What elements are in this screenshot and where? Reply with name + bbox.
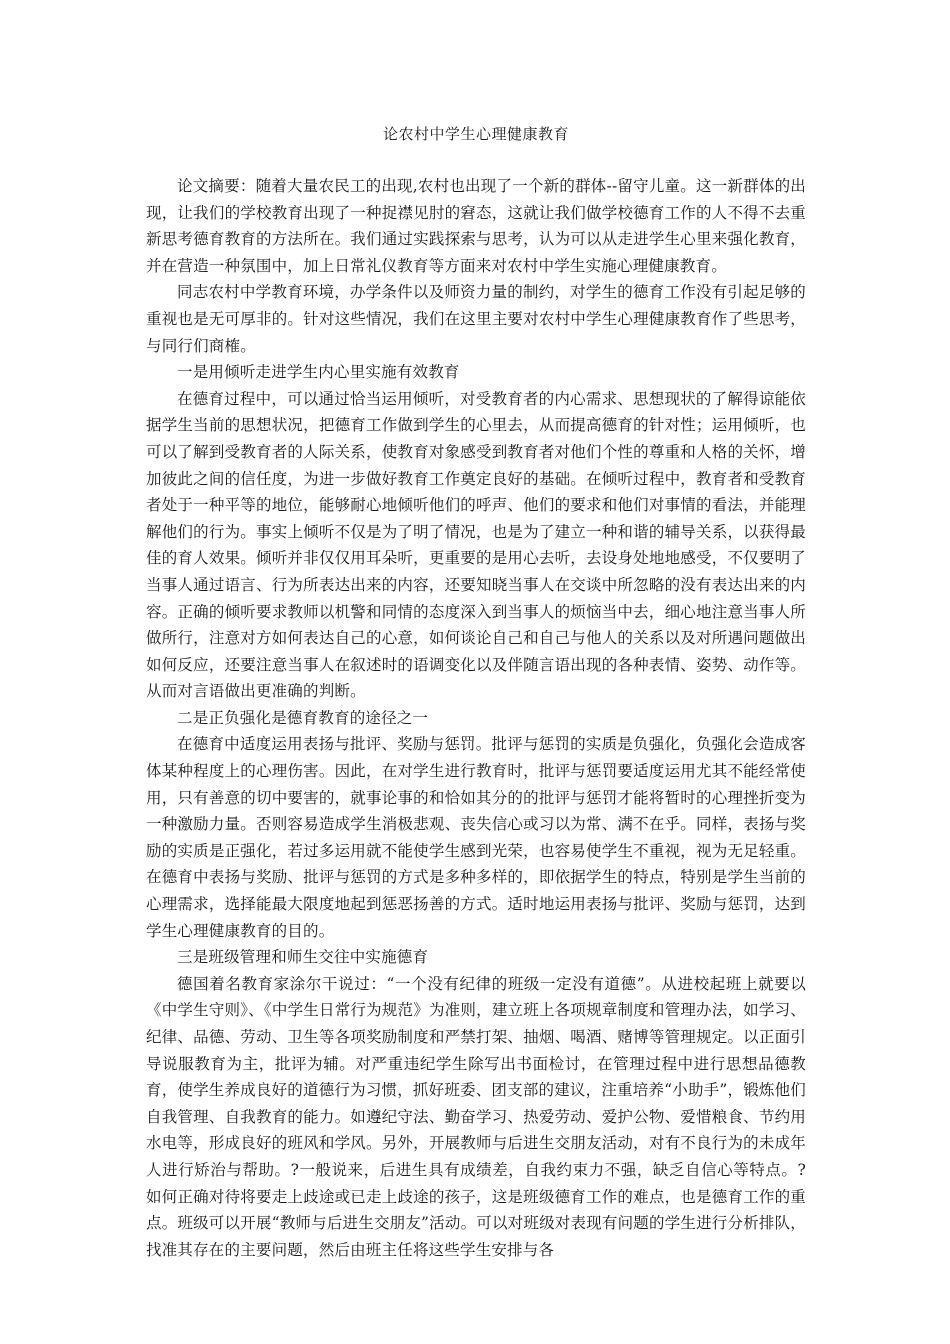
document-title: 论农村中学生心理健康教育 (382, 125, 569, 143)
section-2-heading: 二是正负强化是德育教育的途径之一 (177, 708, 429, 727)
section-1-heading: 一是用倾听走进学生内心里实施有效教育 (177, 363, 460, 382)
section-2-body: 在德育中适度运用表扬与批评、奖励与惩罚。批评与惩罚的实质是负强化，负强化会造成客体某种程度上的心理伤害。因此，在对学生进行教育时，批评与惩罚要适度运用尤其不能经常使用，只有善意的切中要害的，就事论事的和恰如其分的的批评与惩罚才能将暂时的心理挫折变为一种激励力量。否则容易造成学生消极悲观、丧失信心或习以为常、满不在乎。同样，表扬与奖励的实质是正强化，若过多运用就不能使学生感到光荣，也容易使学生不重视，视为无足轻重。在德育中表扬与奖励、批评与惩罚的方式是多种多样的，即依据学生的特点，特别是学生当前的心理需求，选择能最大限度地起到惩恶扬善的方式。适时地运用表扬与批评、奖励与惩罚，达到学生心理健康教育的目的。 (146, 735, 806, 940)
document-page (146, 123, 806, 1263)
section-1-body: 在德育过程中，可以通过恰当运用倾听，对受教育者的内心需求、思想现状的了解得谅能依据学生当前的思想状况，把德育工作做到学生的心里去，从而提高德育的针对性；运用倾听，也可以了解到受教育者的人际关系，使教育对象感受到教育者对他们个性的尊重和人格的关怀，增加彼此之间的信任度，为进一步做好教育工作奠定良好的基础。在倾听过程中，教育者和受教育者处于一种平等的地位，能够耐心地倾听他们的呼声、他们的要求和他们对事情的看法，并能理解他们的行为。事实上倾听不仅是为了明了情况，也是为了建立一种和谐的辅导关系，以获得最佳的育人效果。倾听并非仅仅用耳朵听，更重要的是用心去听，去设身处地地感受，不仅要明了当事人通过语言、行为所表达出来的内容，还要知晓当事人在交谈中所忽略的没有表达出来的内容。正确的倾听要求教师以机警和同情的态度深入到当事人的烦恼当中去，细心地注意当事人所做所行，注意对方如何表达自己的心意，如何谈论自己和自己与他人的关系以及对所遇问题做出如何反应，还要注意当事人在叙述时的语调变化以及伴随言语出现的各种表情、姿势、动作等。从而对言语做出更准确的判断。 (146, 389, 806, 701)
section-3-heading: 三是班级管理和师生交往中实施德育 (177, 948, 429, 967)
section-3-body: 德国着名教育家涂尔干说过：“一个没有纪律的班级一定没有道德”。从进校起班上就要以《中学生守则》、《中学生日常行为规范》为准则，建立班上各项规章制度和管理办法，如学习、纪律、品德、劳动、卫生等各项奖励制度和严禁打架、抽烟、喝酒、赌博等管理规定。以正面引导说服教育为主，批评为辅。对严重违纪学生除写出书面检讨，在管理过程中进行思想品德教育，使学生养成良好的道德行为习惯，抓好班委、团支部的建议，注重培养“小助手”，锻炼他们自我管理、自我教育的能力。如遵纪守法、勤奋学习、热爱劳动、爱护公物、爱惜粮食、节约用水电等，形成良好的班风和学风。另外，开展教师与后进生交朋友活动，对有不良行为的未成年人进行矫治与帮助。?一般说来，后进生具有成绩差，自我约束力不强，缺乏自信心等特点。?如何正确对待将要走上歧途或已走上歧途的孩子，这是班级德育工作的难点，也是德育工作的重点。班级可以开展“教师与后进生交朋友”活动。可以对班级对表现有问题的学生进行分析排队，找准其存在的主要问题，然后由班主任将这些学生安排与各 (146, 974, 806, 1259)
abstract-paragraph: 论文摘要：随着大量农民工的出现,农村也出现了一个新的群体--留守儿童。这一新群体的出现，让我们的学校教育出现了一种捉襟见肘的窘态，这就让我们做学校德育工作的人不得不去重新思考德育教育的方法所在。我们通过实践探索与思考，认为可以从走进学生心里来强化教育，并在营造一种氛围中，加上日常礼仪教育等方面来对农村中学生实施心理健康教育。 (146, 177, 806, 275)
intro-paragraph: 同志农村中学教育环境，办学条件以及师资力量的制约，对学生的德育工作没有引起足够的重视也是无可厚非的。针对这些情况，我们在这里主要对农村中学生心理健康教育作了些思考，与同行们商榷。 (146, 283, 806, 355)
